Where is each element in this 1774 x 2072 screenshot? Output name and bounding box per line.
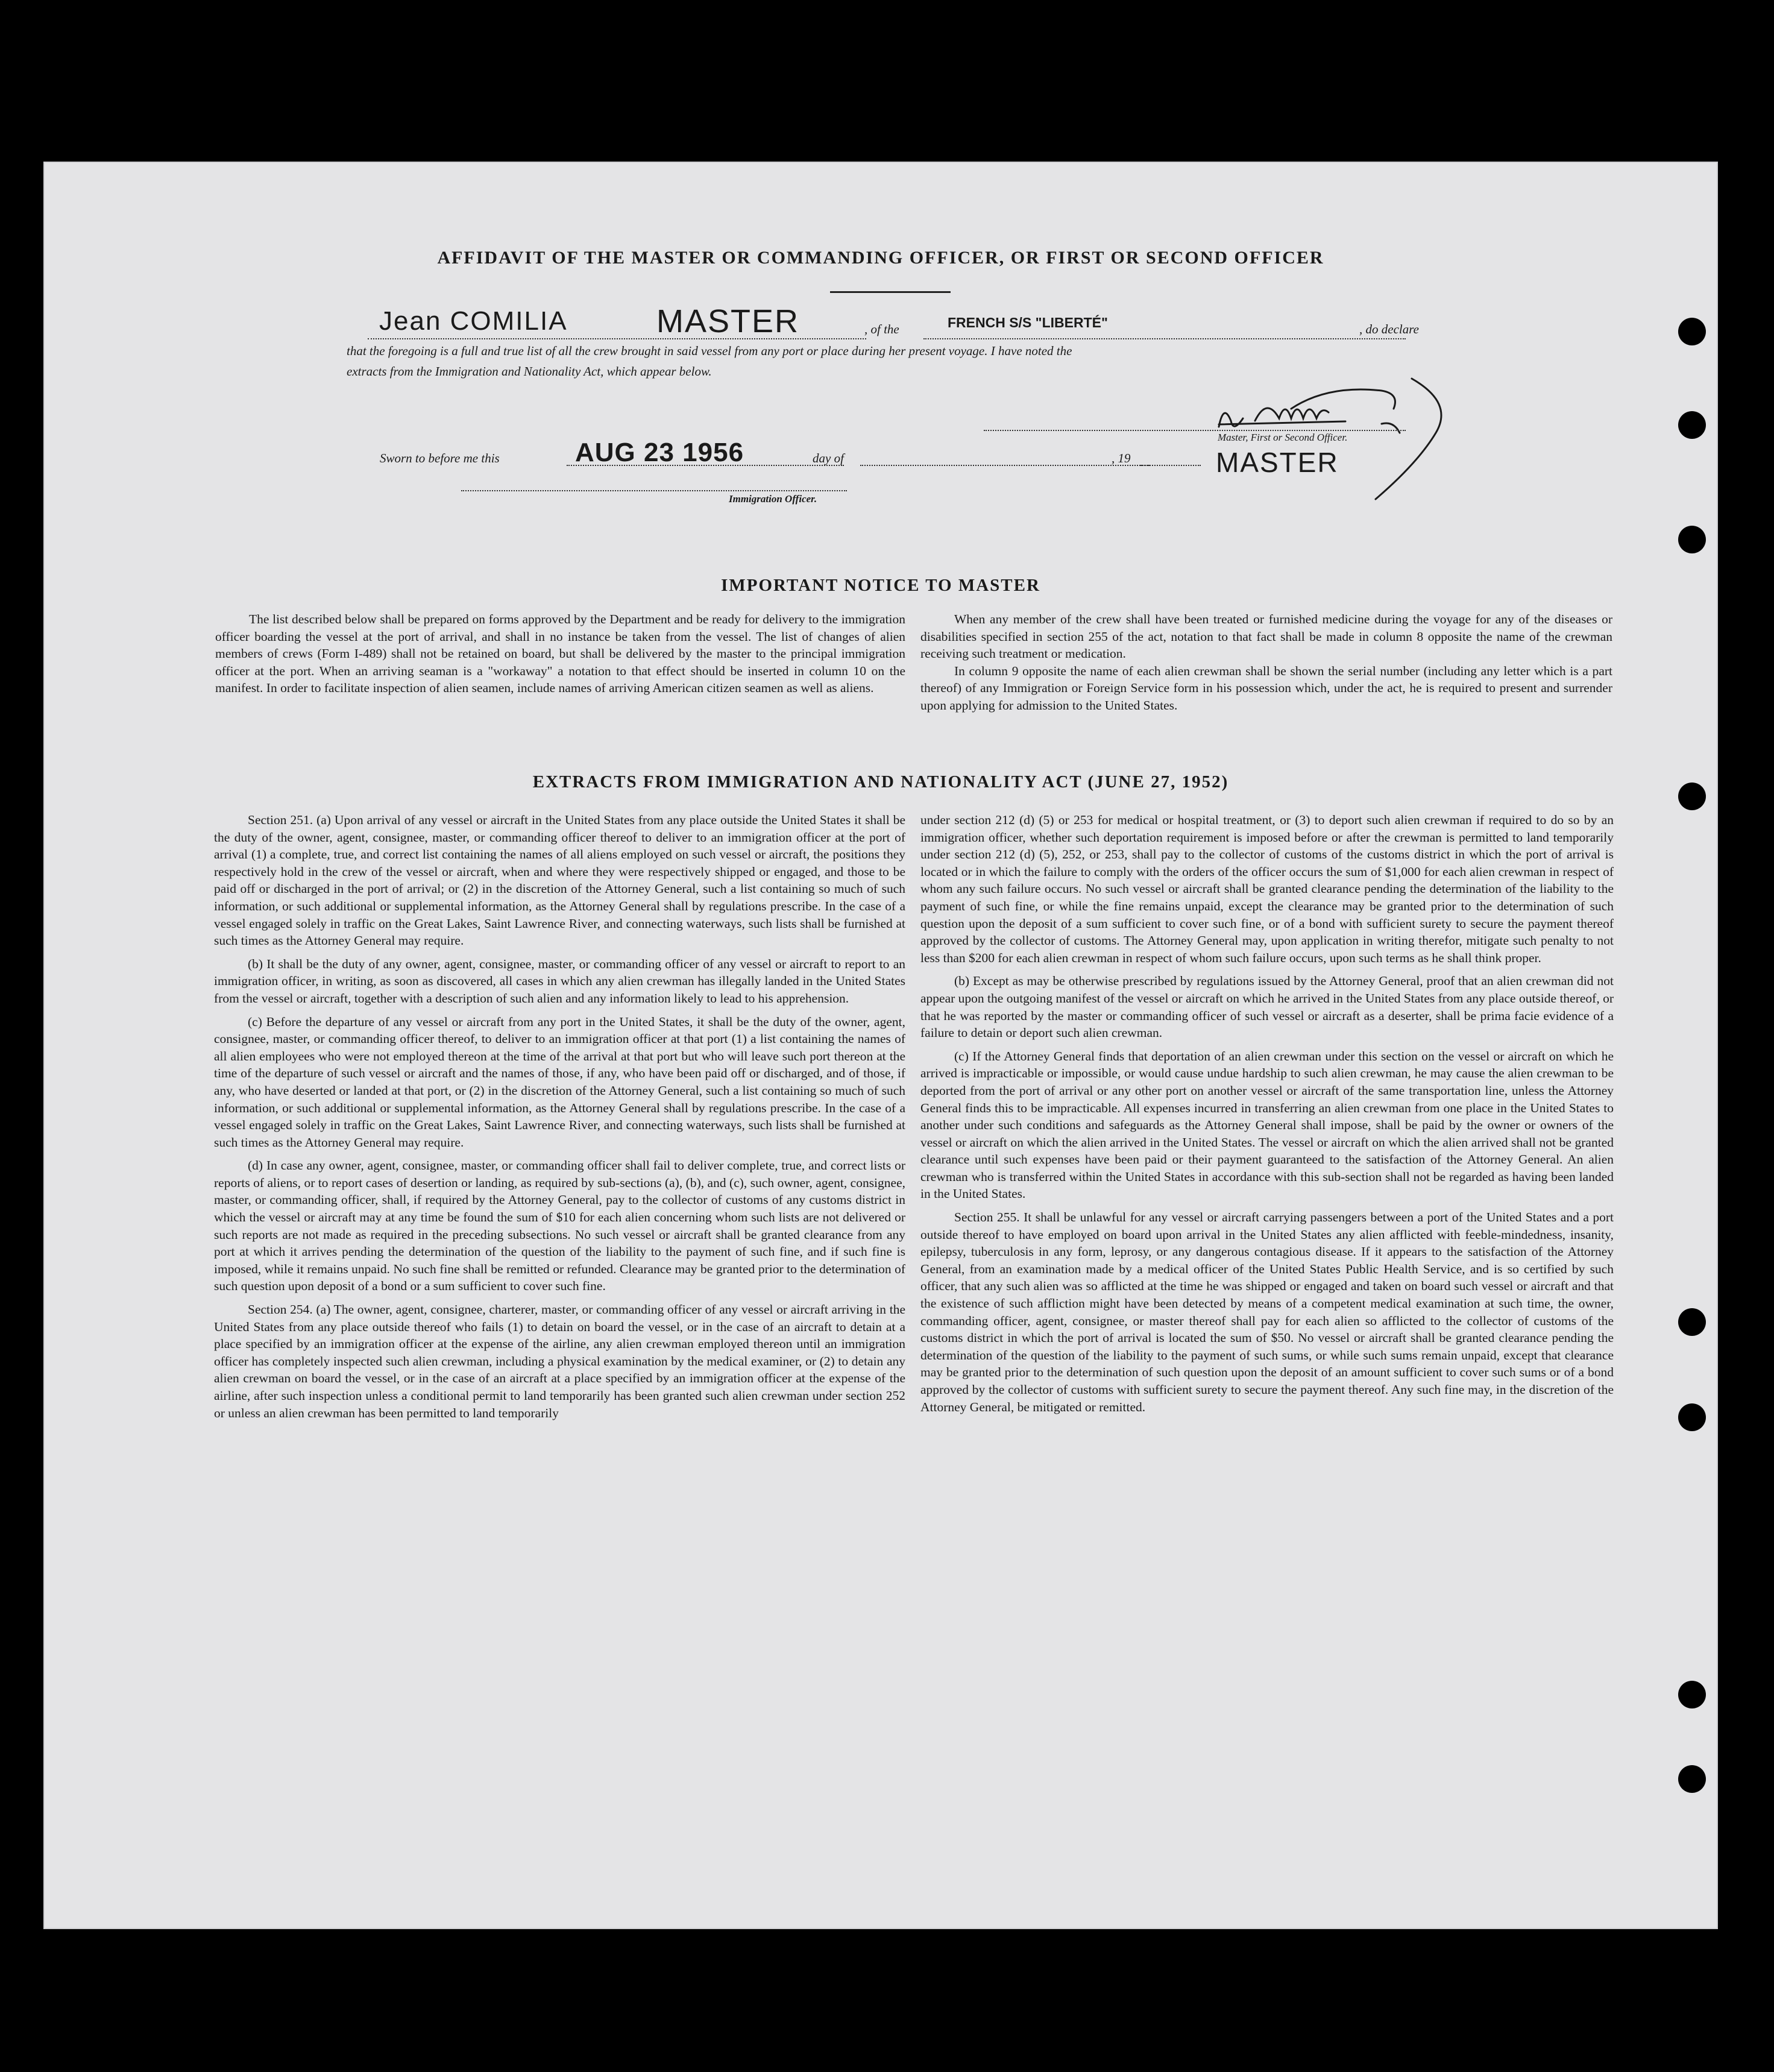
sworn-label: Sworn to before me this xyxy=(380,451,500,465)
extracts-title: EXTRACTS FROM IMMIGRATION AND NATIONALITY ACT (JUNE 27, 1952) xyxy=(532,772,1229,792)
master-name: Jean COMILIA xyxy=(379,306,568,336)
signature-dotted-line xyxy=(984,430,1406,431)
year-label: , 19 xyxy=(1112,451,1131,465)
master-rank-stamp: MASTER xyxy=(1216,447,1339,478)
vessel-name: FRENCH S/S "LIBERTÉ" xyxy=(948,315,1108,330)
declaration-line-2: extracts from the Immigration and Nationality Act, which appear below. xyxy=(347,364,712,379)
section-paragraph: (c) Before the departure of any vessel or aircraft from any port in the United States, it shall be the duty of the owner, agent, consignee, master, or commanding officer thereof, to deliver to an immigration officer at that port (1) a list containing the names of all alien employees who were not employed thereon at the time of the arrival at that port but who will leave such port thereon at the time of the departure of such vessel or aircraft and the names of those, if any, who have been paid off or discharged, and of those, if any, who have deserted or landed at that port, or (2) in the discretion of the Attorney General, such a list containing so much of such information, or such additional or supplemental information, as the Attorney General shall by regulations prescribe. In the case of a vessel engaged solely in traffic on the Great Lakes, Saint Lawrence River, and connecting waterways, such lists shall be furnished at such times as the Attorney General may require. xyxy=(214,1014,905,1150)
name-dotted-line xyxy=(368,338,866,339)
master-rank-handwritten: MASTER xyxy=(656,303,800,339)
section-paragraph: (b) Except as may be otherwise prescribed by regulations issued by the Attorney General, proof that an alien crewman did not appear upon the outgoing manifest of the vessel or aircraft on which he arrived in the United States from any place outside thereof, or that he was reported by the master or commanding officer of such vessel or aircraft as a deserter, shall be prima facie evidence of a failure to detain or deport such alien crewman. xyxy=(920,974,1614,1041)
immigration-officer-caption: Immigration Officer. xyxy=(729,493,817,505)
section-paragraph: (b) It shall be the duty of any owner, agent, consignee, master, or commanding officer of any vessel or aircraft to report to an immigration officer, in writing, as soon as discovered, all cases in which any alien crewman has illegally landed in the United States from the vessel or aircraft, together with a description of such alien and any information likely to lead to his apprehension. xyxy=(214,956,905,1006)
immigration-officer-line xyxy=(461,490,847,491)
notice-paragraph: In column 9 opposite the name of each alien crewman shall be shown the serial number (including any letter which is a part thereof) of any Immigration or Foreign Service form in his possession which, under the act, he is required to present and surrender upon applying for admission to the United States. xyxy=(920,663,1612,713)
officer-caption: Master, First or Second Officer. xyxy=(1218,432,1348,443)
notice-right-column xyxy=(920,611,1612,714)
section-paragraph: Section 255. It shall be unlawful for any vessel or aircraft carrying passengers between a port of the United States and a port outside thereof to have employed on board upon arrival in the United States any alien afflicted with feeble-mindedness, insanity, epilepsy, tuberculosis in any form, leprosy, or any dangerous contagious disease. If it appears to the satisfaction of the Attorney General, from an examination made by a medical officer of the United States Public Health Service, and is so certified by such officer, that any such alien was so afflicted at the time he was shipped or engaged and taken on board such vessel or aircraft and that the existence of such affliction might have been detected by means of a competent medical examination at such time, the owner, commanding officer, agent, consignee, or master thereof shall pay for each alien so afflicted to the collector of customs of the customs district in which the port of arrival is located the sum of $50. No vessel or aircraft shall be granted clearance pending the determination of the question of the liability to the payment of such sums, or while such sums remain unpaid, except that clearance may be granted prior to the determination of such question upon the deposit of an amount sufficient to cover such sums or of a bond approved by the collector of customs with sufficient surety to secure the payment thereof. Any such fine may, in the discretion of the Attorney General, be mitigated or remitted. xyxy=(920,1210,1614,1414)
binder-hole xyxy=(1678,1681,1706,1708)
of-the-label: , of the xyxy=(864,322,899,336)
binder-hole xyxy=(1678,783,1706,810)
section-paragraph: Section 251. (a) Upon arrival of any vessel or aircraft in the United States from any place outside the United States it shall be the duty of the owner, agent, consignee, master, or commanding officer thereof to deliver to an immigration officer at the port of arrival (1) a complete, true, and correct list containing the names of all aliens employed on such vessel or aircraft, the positions they respectively hold in the crew of the vessel or aircraft, when and where they were respectively shipped or engaged, and those to be paid off or discharged in the port of arrival; or (2) in the discretion of the Attorney General, such a list containing so much of such information, or such additional or supplemental information, as the Attorney General shall by regulations prescribe. In the case of a vessel engaged solely in traffic on the Great Lakes, Saint Lawrence River, and connecting waterways, such lists shall be furnished at such times as the Attorney General may require. xyxy=(214,813,905,948)
do-declare-label: , do declare xyxy=(1359,322,1419,336)
extracts-left-column xyxy=(214,811,905,1422)
day-of-label: day of xyxy=(813,451,844,465)
section-paragraph: (c) If the Attorney General finds that deportation of an alien crewman under this section on the vessel or aircraft on which he arrived is impracticable or impossible, or would cause undue hardship to such alien crewman, he may cause the alien crewman to be deported from the port of arrival or any other port on another vessel or aircraft of the same transportation line, unless the Attorney General finds this to be impracticable. All expenses incurred in transferring an alien crewman from one place in the United States to another under such conditions and safeguards as the Attorney General shall impose, shall be paid by the owner or owners of the vessel or aircraft on which the alien arrived in the United States. The vessel or aircraft on which the alien arrived shall not be granted clearance until such expenses have been paid or their payment guaranteed to the satisfaction of the Attorney General. An alien crewman who is transferred within the United States in accordance with this sub-section shall not be regarded as having been landed in the United States. xyxy=(920,1048,1614,1201)
section-paragraph: Section 254. (a) The owner, agent, consignee, charterer, master, or commanding officer of any vessel or aircraft arriving in the United States from any place outside thereof who fails (1) to detain on board the vessel, or in the case of an aircraft to detain at a place specified by an immigration officer at the expense of the airline, any alien crewman employed thereon until an immigration officer has completely inspected such alien crewman, including a physical examination by the medical examiner, or (2) to detain any alien crewman on board the vessel, or in the case of an aircraft at a place specified by an immigration officer at the expense of the airline, after such inspection unless a conditional permit to land temporarily has been granted such alien crewman under section 252 or unless an alien crewman has been permitted to land temporarily xyxy=(214,1302,905,1420)
affidavit-title: AFFIDAVIT OF THE MASTER OR COMMANDING OFFICER, OR FIRST OR SECOND OFFICER xyxy=(437,248,1324,268)
binder-hole xyxy=(1678,1765,1706,1793)
binder-hole xyxy=(1678,1308,1706,1336)
binder-hole xyxy=(1678,411,1706,439)
date-dotted-line xyxy=(567,465,844,466)
sworn-date-stamp: AUG 23 1956 xyxy=(575,438,744,467)
notice-title: IMPORTANT NOTICE TO MASTER xyxy=(721,576,1040,595)
year-dotted-line xyxy=(1140,465,1201,466)
month-dotted-line xyxy=(860,465,1150,466)
binder-hole xyxy=(1678,1403,1706,1431)
title-underline xyxy=(830,291,951,293)
section-paragraph: (d) In case any owner, agent, consignee, master, or commanding officer shall fail to deliver complete, true, and correct lists or reports of aliens, or to report cases of desertion or landing, as required by sub-sections (a), (b), and (c), such owner, agent, consignee, master, or commanding officer, shall, if required by the Attorney General, pay to the collector of customs of any customs district in which the vessel or aircraft may at any time be found the sum of $10 for each alien concerning whom such lists are not delivered or such reports are not made as required in the preceding subsections. No such vessel or aircraft shall be granted clearance from any port at which it arrives pending the determination of the question of the liability to the payment of such fine, and if such fine is imposed, while it remains unpaid. No such fine shall be remitted or refunded. Clearance may be granted prior to the determination of such question upon deposit of a bond or a sum sufficient to cover such fine. xyxy=(214,1158,905,1294)
notice-paragraph: When any member of the crew shall have been treated or furnished medicine during the voyage for any of the diseases or disabilities specified in section 255 of the act, notation to that fact shall be made in column 8 opposite the name of the crewman receiving such treatment or medication. xyxy=(920,612,1612,661)
binder-hole xyxy=(1678,318,1706,345)
master-signature xyxy=(1183,367,1605,523)
notice-paragraph: The list described below shall be prepared on forms approved by the Department and be ready for delivery to the immigration officer boarding the vessel at the port of arrival, and shall in no instance be taken from the vessel. The list of changes of alien members of crews (Form I-489) shall not be retained on board, but shall be delivered by the master to the principal immigration officer at the port. When an arriving seaman is a "workaway" a notation to that effect should be inserted in column 10 on the manifest. In order to facilitate inspection of alien seamen, include names of arriving American citizen seamen as well as aliens. xyxy=(215,612,905,696)
vessel-dotted-line xyxy=(923,338,1406,339)
binder-hole xyxy=(1678,526,1706,553)
notice-left-column xyxy=(215,611,905,697)
document-page xyxy=(43,162,1718,1929)
section-paragraph: under section 212 (d) (5) or 253 for medical or hospital treatment, or (3) to deport such alien crewman if required to do so by an immigration officer, whether such deportation requirement is imposed before or after the crewman is permitted to land temporarily under section 212 (d) (5), 252, or 253, shall pay to the collector of customs of the customs district in which the port of arrival is located or in which the failure to comply with the orders of the officer occurs the sum of $1,000 for each alien crewman in respect of whom any such failure occurs. No such vessel or aircraft shall be granted clearance pending the determination of the liability to the payment of such fine, or while the fine remains unpaid, except the clearance may be granted prior to the determination of such question upon the deposit of a sum sufficient to cover such fine, or of a bond with sufficient surety to secure the payment thereof approved by the collector of customs. The Attorney General may, upon application in writing therefor, mitigate such penalty to not less than $200 for each alien crewman in respect of whom such failure occurs, upon such terms as he shall think proper. xyxy=(920,813,1614,965)
extracts-right-column xyxy=(920,811,1614,1415)
declaration-line-1: that the foregoing is a full and true list of all the crew brought in said vessel from any port or place during her present voyage. I have noted the xyxy=(347,344,1072,358)
